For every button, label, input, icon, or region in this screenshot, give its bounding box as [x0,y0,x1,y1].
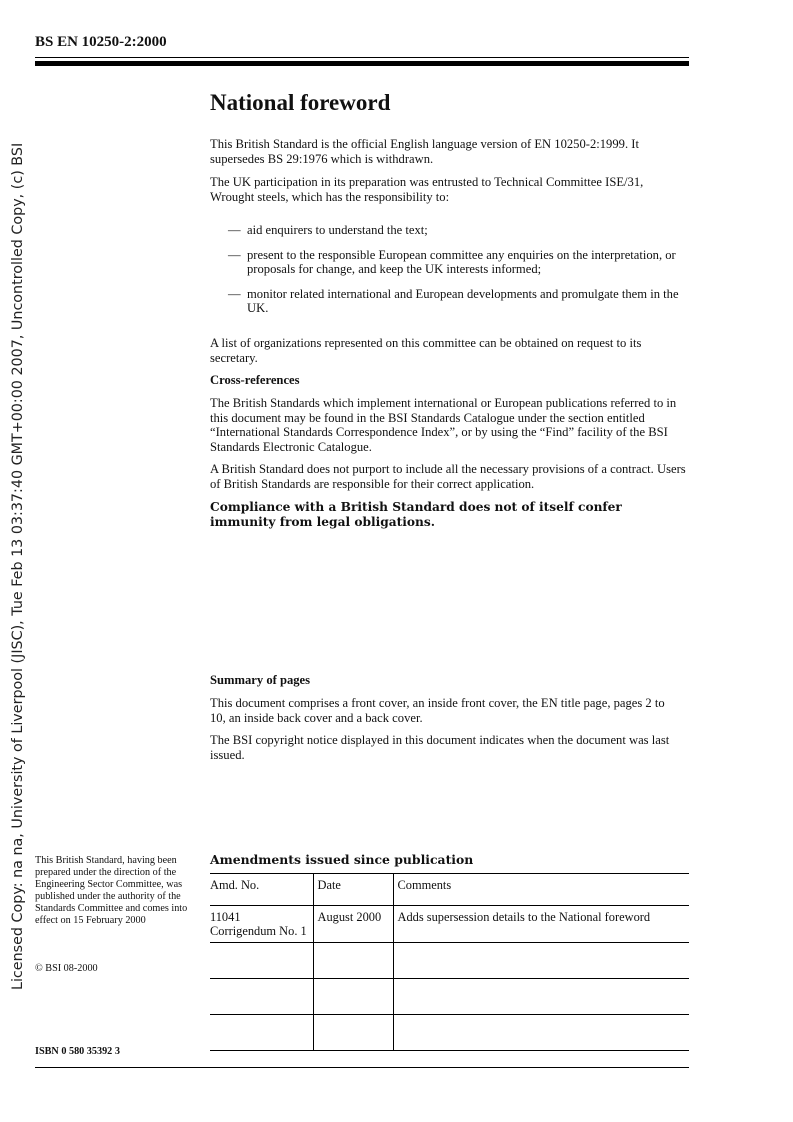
cell-date: August 2000 [313,906,393,943]
table-row [210,979,689,1015]
dash-bullet: — [228,223,241,237]
intro-paragraph-3: A list of organizations represented on this committee can be obtained on request to its secretary. [210,336,642,365]
summary-paragraph-2: The BSI copyright notice displayed in this document indicates when the document was last issued. [210,733,670,762]
list-item: — present to the responsible European committee any enquiries on the interpretation, or proposals for change, and keep the UK interests informed; [228,247,676,277]
summary-paragraph-1: This document comprises a front cover, an inside front cover, the EN title page, pages 2 to 10, an inside back cover and a back cover. [210,696,665,725]
isbn: ISBN 0 580 35392 3 [35,1046,120,1057]
header-comments: Comments [393,874,689,906]
header-rule-thick [35,61,689,66]
table-row [210,943,689,979]
table-row [210,906,689,943]
dash-bullet: — [228,286,241,301]
summary-heading: Summary of pages [210,673,311,687]
standard-number-header: BS EN 10250-2:2000 [35,34,167,50]
header-amd-no: Amd. No. [210,878,260,892]
table-row [210,1015,689,1051]
cross-references-paragraph-2: A British Standard does not purport to include all the necessary provisions of a contract. Users of British Standards are responsible for their correct application. [210,462,686,491]
footer-rule [35,1067,689,1068]
intro-paragraph-2: The UK participation in its preparation was entrusted to Technical Committee ISE/31, Wrought steels, which has the responsibility to: [210,175,644,204]
amendments-table [210,873,689,1051]
amendments-title: Amendments issued since publication [210,852,474,867]
compliance-statement: Compliance with a British Standard does not of itself confer immunity from legal obligations. [210,500,622,529]
cell-amd-no: 11041 Corrigendum No. 1 [210,910,307,939]
list-item: — aid enquirers to understand the text; [228,223,428,237]
publication-note: This British Standard, having been prepared under the direction of the Engineering Sector Committee, was published under the authority of the Standards Committee and comes into effect on 15 February 2000 [35,855,188,927]
copyright-notice: © BSI 08-2000 [35,963,98,974]
licence-sidebar: Licensed Copy: na na, University of Liverpool (JISC), Tue Feb 13 03:37:40 GMT+00:00 2007, Uncontrolled Copy, (c) BSI [10,142,26,990]
responsibility-list [210,223,690,326]
intro-paragraph-1: This British Standard is the official English language version of EN 10250-2:1999. It supersedes BS 29:1976 which is withdrawn. [210,137,639,166]
cross-references-heading: Cross-references [210,373,300,387]
page-title: National foreword [210,90,391,115]
cross-references-paragraph-1: The British Standards which implement international or European publications referred to in this document may be found in the BSI Standards Catalogue under the section entitled “International Standards Correspondence Index”, or by using the “Find” facility of the BSI Standards Electronic Catalogue. [210,396,677,454]
header-rule-thin [35,57,689,58]
list-item: — monitor related international and European developments and promulgate them in the UK. [228,286,679,316]
cell-comments: Adds supersession details to the National foreword [393,906,689,943]
dash-bullet: — [228,247,241,262]
header-date: Date [313,874,393,906]
table-header-row [210,874,689,906]
